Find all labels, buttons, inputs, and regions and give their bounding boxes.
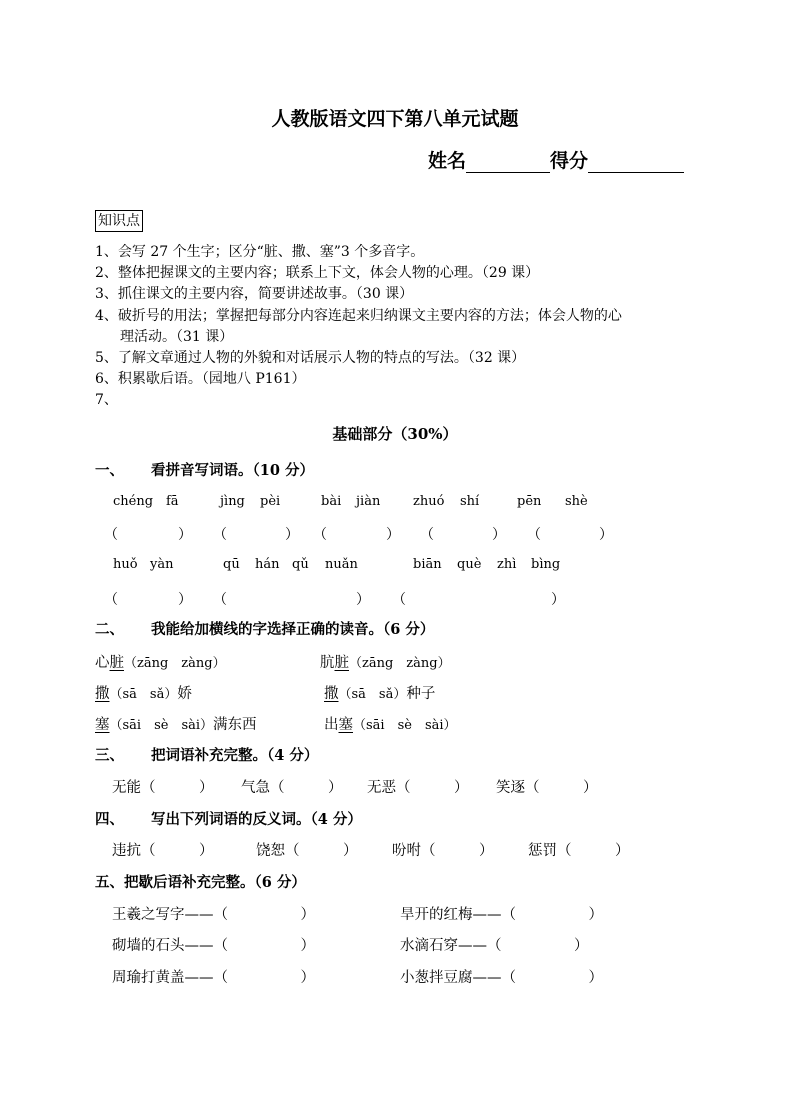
name-blank[interactable] <box>466 152 550 173</box>
pinyin: huǒ <box>113 557 138 572</box>
question-4-title: 四、 写出下列词语的反义词。（4 分） <box>95 811 362 828</box>
pinyin: qū <box>223 557 240 572</box>
fill-item: 饶恕（ ） <box>256 843 358 859</box>
pinyin: què <box>457 557 482 572</box>
knowledge-item: 理活动。（31 课） <box>120 329 234 345</box>
knowledge-item: 5、了解文章通过人物的外貌和对话展示人物的特点的写法。（32 课） <box>95 350 526 366</box>
reading-item: 出塞（sāi sè sài） <box>324 717 457 733</box>
knowledge-item: 6、积累歇后语。（园地八 P161） <box>95 371 306 387</box>
reading-item: 撒（sā sǎ）娇 <box>95 686 192 702</box>
answer-paren-open: （ <box>213 592 227 608</box>
pinyin: pēn <box>517 494 542 509</box>
answer-paren-close: ） <box>178 527 192 543</box>
fill-item: 气急（ ） <box>241 780 343 796</box>
pinyin: bìng <box>531 557 561 572</box>
knowledge-item: 4、破折号的用法；掌握把每部分内容连起来归纳课文主要内容的方法；体会人物的心 <box>95 308 622 324</box>
fill-item: 无能（ ） <box>112 780 214 796</box>
xiehouyu-item: 小葱拌豆腐——（ ） <box>400 970 603 986</box>
pinyin: hán <box>255 557 280 572</box>
pinyin: chéng <box>113 494 154 509</box>
xiehouyu-item: 水滴石穿——（ ） <box>400 938 589 954</box>
knowledge-item: 7、 <box>95 392 118 408</box>
pinyin: qǔ <box>292 557 309 572</box>
name-label: 姓名 <box>428 150 467 172</box>
pinyin: zhuó <box>413 494 445 509</box>
page-title: 人教版语文四下第八单元试题 <box>271 108 519 130</box>
answer-paren-close: ） <box>285 527 299 543</box>
reading-item: 肮脏（zāng zàng） <box>320 655 451 671</box>
knowledge-item: 2、整体把握课文的主要内容；联系上下文，体会人物的心理。（29 课） <box>95 265 540 281</box>
answer-paren-close: ） <box>551 592 565 608</box>
answer-paren-close: ） <box>386 527 400 543</box>
xiehouyu-item: 旱开的红梅——（ ） <box>400 907 603 923</box>
pinyin: bài <box>321 494 342 509</box>
knowledge-label: 知识点 <box>95 210 143 232</box>
pinyin: shí <box>460 494 480 509</box>
score-label: 得分 <box>550 150 589 172</box>
pinyin: yàn <box>150 557 174 572</box>
reading-item: 撒（sā sǎ）种子 <box>324 686 436 702</box>
reading-item: 塞（sāi sè sài）满东西 <box>95 717 257 733</box>
question-1-title: 一、 看拼音写词语。（10 分） <box>95 462 314 479</box>
reading-item: 心脏（zāng zàng） <box>95 655 226 671</box>
pinyin: pèi <box>260 494 281 509</box>
knowledge-item: 3、抓住课文的主要内容，简要讲述故事。（30 课） <box>95 286 414 302</box>
fill-item: 笑逐（ ） <box>496 780 598 796</box>
pinyin: nuǎn <box>325 557 358 572</box>
xiehouyu-item: 王羲之写字——（ ） <box>112 907 315 923</box>
question-2-title: 二、 我能给加横线的字选择正确的读音。（6 分） <box>95 621 435 638</box>
answer-paren-close: ） <box>356 592 370 608</box>
answer-paren-open: （ <box>392 592 406 608</box>
pinyin: zhì <box>497 557 517 572</box>
fill-item: 无恶（ ） <box>367 780 469 796</box>
answer-paren-open: （ <box>104 527 118 543</box>
fill-item: 违抗（ ） <box>112 843 214 859</box>
answer-paren-open: （ <box>104 592 118 608</box>
xiehouyu-item: 砌墙的石头——（ ） <box>112 938 315 954</box>
name-score-line <box>428 146 684 173</box>
answer-paren-close: ） <box>599 527 613 543</box>
pinyin: shè <box>565 494 588 509</box>
answer-paren-open: （ <box>313 527 327 543</box>
answer-paren-close: ） <box>492 527 506 543</box>
answer-paren-close: ） <box>178 592 192 608</box>
score-blank[interactable] <box>588 152 684 173</box>
section-title: 基础部分（30%） <box>332 425 458 443</box>
knowledge-item: 1、会写 27 个生字；区分“脏、撒、塞”3 个多音字。 <box>95 244 425 260</box>
pinyin: fā <box>166 494 179 509</box>
question-5-title: 五、把歇后语补充完整。（6 分） <box>95 874 306 891</box>
fill-item: 惩罚（ ） <box>528 843 630 859</box>
fill-item: 吩咐（ ） <box>392 843 494 859</box>
answer-paren-open: （ <box>420 527 434 543</box>
answer-paren-open: （ <box>213 527 227 543</box>
pinyin: biān <box>413 557 442 572</box>
xiehouyu-item: 周瑜打黄盖——（ ） <box>112 970 315 986</box>
question-3-title: 三、 把词语补充完整。（4 分） <box>95 747 319 764</box>
pinyin: jiàn <box>356 494 381 509</box>
answer-paren-open: （ <box>527 527 541 543</box>
pinyin: jìng <box>220 494 245 509</box>
